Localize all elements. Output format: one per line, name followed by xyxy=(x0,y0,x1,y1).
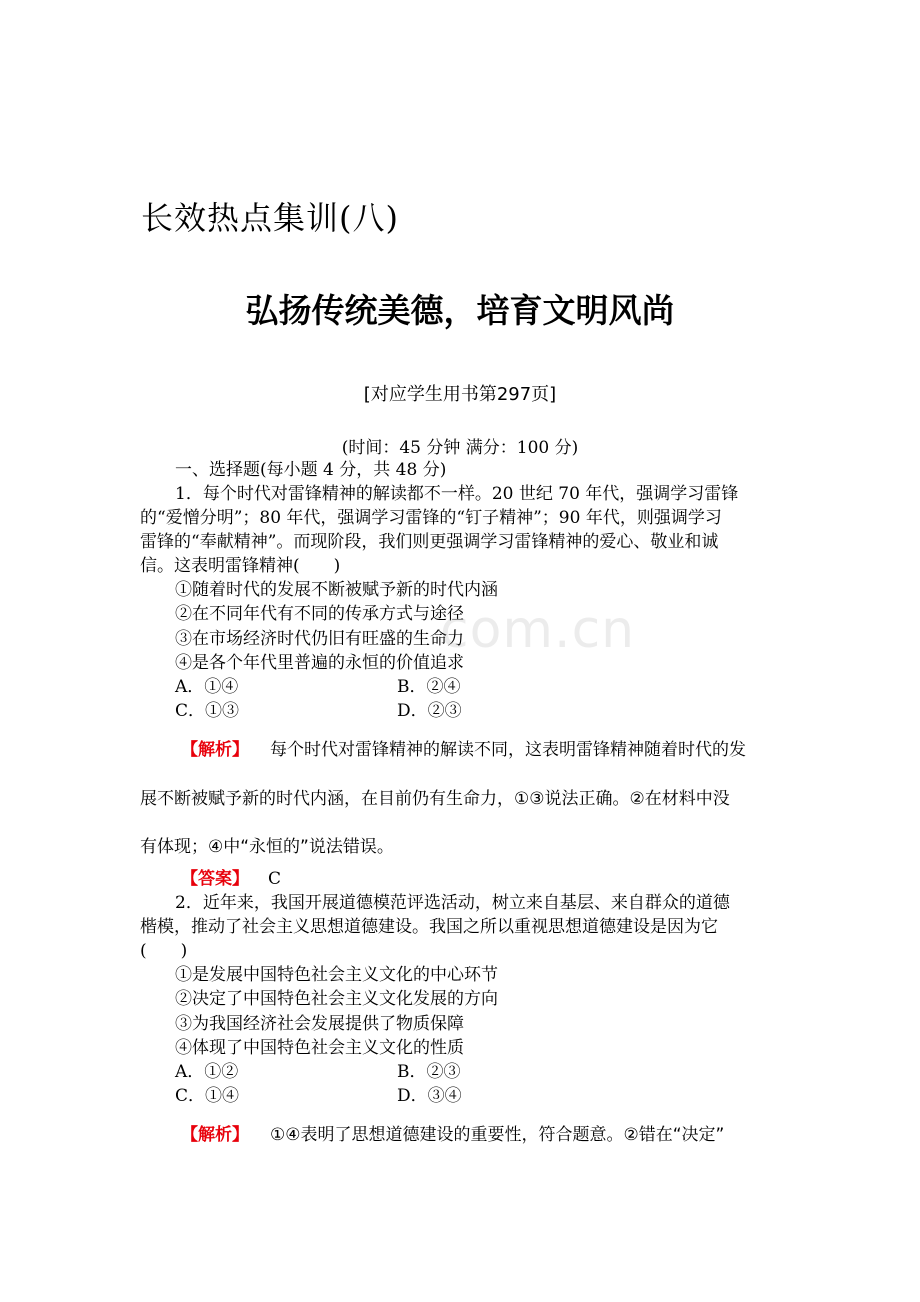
q1-option-b: B．②④ xyxy=(397,677,461,697)
q1-statement: ③在市场经济时代仍旧有旺盛的生命力 xyxy=(175,629,464,649)
q2-stem-line: 2．近年来，我国开展道德模范评选活动，树立来自基层、来自群众的道德 xyxy=(175,893,730,913)
q2-statement: ②决定了中国特色社会主义文化发展的方向 xyxy=(175,989,498,1009)
q1-analysis-line: 展不断被赋予新的时代内涵，在目前仍有生命力，①③说法正确。②在材料中没 xyxy=(140,789,730,809)
q1-stem-line: 信。这表明雷锋精神( ) xyxy=(140,556,341,576)
series-title: 长效热点集训(八) xyxy=(141,199,399,237)
q2-statement: ③为我国经济社会发展提供了物质保障 xyxy=(175,1014,464,1034)
q1-answer-tag: 【答案】 xyxy=(181,869,249,889)
q2-option-a: A．①② xyxy=(175,1062,239,1082)
q2-option-d: D．③④ xyxy=(397,1086,462,1106)
q2-stem-line: 楷模，推动了社会主义思想道德建设。我国之所以重视思想道德建设是因为它 xyxy=(140,917,718,937)
q1-analysis-line: 有体现；④中“永恒的”说法错误。 xyxy=(140,837,394,857)
q2-analysis-line: ①④表明了思想道德建设的重要性，符合题意。②错在“决定” xyxy=(270,1125,725,1145)
section-heading: 一、选择题(每小题 4 分，共 48 分) xyxy=(175,460,447,480)
q1-option-d: D．②③ xyxy=(397,701,462,721)
q1-stem-line: 的“爱憎分明”；80 年代，强调学习雷锋的“钉子精神”；90 年代，则强调学习 xyxy=(140,508,722,528)
q2-statement: ①是发展中国特色社会主义文化的中心环节 xyxy=(175,965,498,985)
q1-stem-line: 雷锋的“奉献精神”。而现阶段，我们则更强调学习雷锋精神的爱心、敬业和诚 xyxy=(140,532,719,552)
watermark: com.cn xyxy=(440,600,636,660)
page-title: 弘扬传统美德，培育文明风尚 xyxy=(245,291,675,330)
q1-answer: C xyxy=(268,869,282,889)
q1-statement: ④是各个年代里普遍的永恒的价值追求 xyxy=(175,653,464,673)
q1-statement: ②在不同年代有不同的传承方式与途径 xyxy=(175,604,464,624)
q1-statement: ①随着时代的发展不断被赋予新的时代内涵 xyxy=(175,580,498,600)
q2-option-b: B．②③ xyxy=(397,1062,461,1082)
q1-option-a: A．①④ xyxy=(175,677,239,697)
q1-analysis-line: 每个时代对雷锋精神的解读不同，这表明雷锋精神随着时代的发 xyxy=(270,740,746,760)
book-reference: [对应学生用书第297页] xyxy=(363,384,557,405)
q2-option-c: C．①④ xyxy=(175,1086,240,1106)
q1-stem-line: 1．每个时代对雷锋精神的解读都不一样。20 世纪 70 年代，强调学习雷锋 xyxy=(175,484,739,504)
q1-analysis-tag: 【解析】 xyxy=(181,740,249,760)
q2-analysis-tag: 【解析】 xyxy=(181,1125,249,1145)
time-info: (时间：45 分钟 满分：100 分) xyxy=(341,438,579,458)
q2-statement: ④体现了中国特色社会主义文化的性质 xyxy=(175,1038,464,1058)
q1-option-c: C．①③ xyxy=(175,701,240,721)
q2-stem-line: ( ) xyxy=(140,941,188,961)
